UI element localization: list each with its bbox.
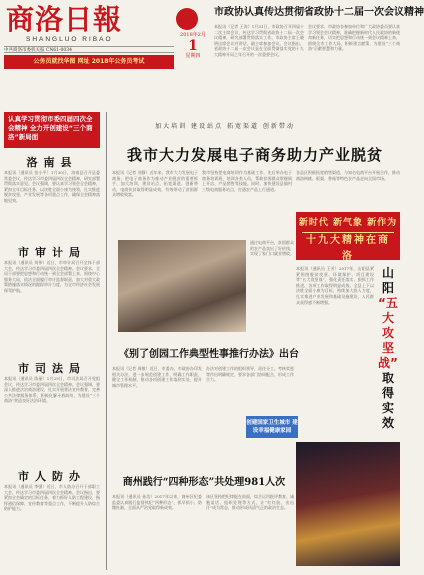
vertical-headline[interactable] (378, 266, 398, 430)
column-banner: 认真学习贯彻市委四届四次全会精神 全力开创建设“三个商洛”新局面 (4, 112, 100, 148)
section-title-renfang: 市人防办 (18, 470, 86, 483)
luonan-article-body: 本报讯（通讯员 张小平）1月30日，洛南县召开县委常委会议，传达学习市委四届四次全会精神，研究部署贯彻落实意见。会议强调，要认真学习领会全会精神，紧扣全年目标任务，以决胜全面小康为统领，扎实推进脱贫攻坚、产业发展等各项重点工作，确保全会精神落地见效。 (4, 170, 100, 203)
top-article-body-left: 本报讯（记者 王涛）1月31日，市政协召开四届十二次主席会议，传达学习贯彻省政协十二届一次会议精神，研究部署贯彻落实工作。市政协主席王晓明出席会议并讲话，副主席参加会议。会议指出，省政协十二届一次会议是在全面贯彻落实党的十九大精神开局之年召开的一次重要会议。 (214, 24, 304, 57)
vertical-headline-part2: “五大攻坚战” (378, 296, 398, 370)
night-scene-photo (296, 442, 400, 566)
section-title-luonan: 洛南县 (26, 156, 78, 169)
headline-slogan: 加大培训 建设站点 拓宽渠道 创新带动 (155, 123, 295, 130)
fayuan-article-body: 本报讯（通讯员 陈丽）1月29日，市司法局召开党组会议，传达学习市委四届四次全会精神。会议强调，要深入推进法治商洛建设，扎实开展普法宣传教育，完善公共法律服务体系，积极化解矛盾纠纷，为建设“三个商洛”营造良好法治环境。 (4, 376, 100, 404)
public-service-banner[interactable]: 创建国家卫生城市 建设幸福健康家园 (246, 416, 298, 438)
main-headline[interactable]: 我市大力发展电子商务助力产业脱贫 (126, 146, 383, 164)
newspaper-pinyin: SHANGLUO RIBAO (26, 36, 113, 43)
special-column-banner[interactable] (296, 212, 400, 260)
bottom-headline[interactable]: 商州践行“四种形态”共处理981人次 (122, 477, 286, 488)
shenji-article-body: 本报讯（通讯员 刘伟）近日，市审计局召开全体干部大会，传达学习市委四届四次全会精神。会议要求，全局干部要把思想和行动统一到全会部署上来，围绕中心服务大局，依法全面履行审计监督职责，加大对重大政策措施落实情况的跟踪审计力度，为全市经济社会发展保驾护航。 (4, 260, 100, 293)
special-column-line1: 新时代 新气象 新作为 (298, 218, 398, 228)
vertical-headline-part1: 山阳 (381, 266, 394, 295)
renfang-article-body: 本报讯（通讯员 李强）近日，市人防办召开干部职工大会，传达学习市委四届四次全会精神。会议指出，要紧扣全会确定的目标任务，着力抓好人防工程建设、指挥通信保障、宣传教育等重点工作，不断提升人防综合防护能力。 (4, 484, 100, 512)
news-photo (118, 240, 246, 332)
vertical-headline-part3: 取得实效 (381, 371, 394, 430)
special-column-line2: 十九大精神在商洛 (302, 232, 394, 265)
page-footer (296, 566, 400, 574)
issue-date-box (178, 32, 208, 84)
issue-month: 2018年2月 (180, 32, 206, 38)
main-article-body-2: 我市坚持把电商培训作为基础工作，先后举办电子商务培训班，培训各类人员，帮助贫困群众掌握网上开店、产品销售等技能。同时，加快建设县镇村三级电商服务站点，打通农产品上行通道。 (202, 170, 292, 192)
bottom-article-body-1: 本报讯（通讯员 孙浩）2017年以来，商州区纪委监委认真践行监督执纪“四种形态”，抓早抓小、防微杜渐，全面从严治党取得新成效。 (112, 494, 202, 511)
issue-weekday: 星期四 (185, 53, 201, 59)
top-article-body-right: 会议要求，市政协各参加单位和广大政协委员要认真学习领会会议精神，准确把握新时代人民政协的新使命新任务，切实把思想和行动统一到会议精神上来，围绕全市工作大局，积极建言献策，为建设“三个商洛”贡献智慧和力量。 (308, 24, 400, 52)
mid-headline[interactable]: 《别了创园工作典型性事推行办法》出台 (119, 349, 299, 360)
section-title-shenji: 市审计局 (18, 246, 86, 259)
main-article-body-1: 本报讯（记者 刘静）近年来，我市大力发展电子商务，把电子商务作为推动产业脱贫的重要抓手，加大培训、建设站点、拓宽渠道、创新带动，电商扶贫取得明显成效，有效带动了贫困群众增收致富。 (112, 170, 198, 198)
publication-info-bar: 中共商洛市委机关报 CN61-0034 (4, 46, 174, 53)
newspaper-logo-icon (176, 8, 198, 30)
newspaper-title: 商洛日報 (6, 3, 123, 36)
column-divider (106, 112, 107, 570)
advertisement-bar[interactable]: 公务员就找华图 网址 2018年公务员考试 (4, 55, 174, 69)
mid-article-body-2: 办法对创建工作的组织领导、责任分工、考核奖惩等作出明确规定，要求各部门协同配合，形成工作合力。 (206, 366, 294, 383)
issue-day: 1 (188, 38, 198, 54)
shanyang-article-body: 本报讯（通讯员 王芳）2017年，山阳县紧紧围绕脱贫攻坚、环境保护、项目建设等“五大攻坚战”，强化责任落实，狠抓工作推进，各项工作取得明显成效。全县上下以决胜全面小康为目标，持续加大投入力度，扎实推进产业发展和基础设施建设，人民群众获得感不断增强。 (296, 266, 374, 305)
mid-article-body-1: 本报讯（记者 周敏）近日，市委办、市政府办印发相关办法，进一步规范创建工作，明确工作职责，健全工作机制，推动各项创建工作落到实处，提升城市管理水平。 (112, 366, 202, 388)
main-article-body-3: 各县区积极拓宽销售渠道，与知名电商平台开展合作，推动商洛核桃、板栗、香菇等特色农产品走向全国市场。 (296, 170, 400, 181)
masthead (4, 4, 194, 44)
section-title-fayuan: 市司法局 (18, 362, 86, 375)
main-article-body-4: 通过电商平台，贫困群众的农产品卖出了好价钱，实现了家门口就业增收。 (250, 240, 294, 257)
bottom-article-body-2: 该区坚持把纪律挺在前面，综合运用批评教育、诫勉谈话、组织处理等方式，让“红红脸、出出汗”成为常态，推动形成风清气正的政治生态。 (206, 494, 294, 511)
top-headline[interactable]: 市政协认真传达贯彻省政协十二届一次会议精神 (214, 7, 424, 18)
